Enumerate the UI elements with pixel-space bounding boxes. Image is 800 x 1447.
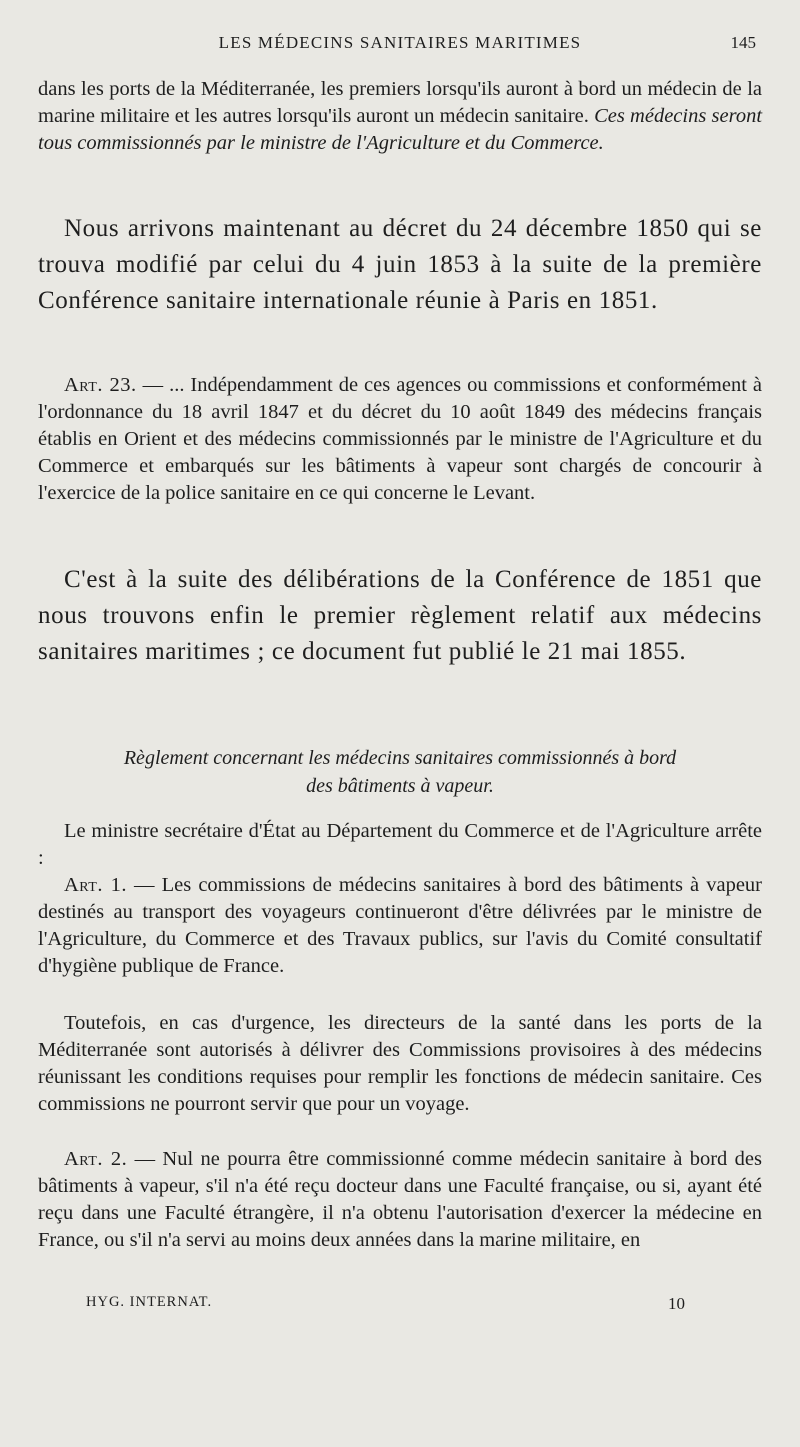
paragraph-ministre [38,818,762,872]
section-title [38,744,762,800]
signature-mark: HYG. INTERNAT. [86,1294,213,1310]
article-2 [38,1146,762,1254]
paragraph-decree-1850-text: Nous arrivons maintenant au décret du 24 décembre 1850 qui se trouva modifié par celui du 4 juin 1853 à la suite de la première Conférence sanitaire internationale réunie à Paris en 1851. [38,215,762,314]
article-23 [38,372,762,507]
paragraph-toutefois [38,1010,762,1118]
article-23-label: Art. 23. [64,374,137,396]
paragraph-conference-1851 [38,562,762,670]
section-title-line-1: Règlement concernant les médecins sanitaires commissionnés à bord [123,747,677,769]
paragraph-toutefois-text: Toutefois, en cas d'urgence, les directeurs de la santé dans les ports de la Méditerranée sont autorisés à délivrer des Commissions provisoires à des médecins réunissant les conditions requises pour remplir les fonctions de médecin sanitaire. Ces commissions ne pourront servir que pour un voyage. [38,1012,762,1115]
paragraph-conference-1851-text: C'est à la suite des délibérations de la Conférence de 1851 que nous trouvons enfin le premier règlement relatif aux médecins sanitaires maritimes ; ce document fut publié le 21 mai 1855. [38,566,762,665]
paragraph-continuation-italic: Ces médecins seront tous commissionnés par le ministre de l'Agriculture et du Commerce. [38,105,763,154]
article-2-label: Art. 2. [64,1148,128,1170]
sheet-number: 10 [668,1294,685,1313]
article-1-text: — Les commissions de médecins sanitaires à bord des bâtiments à vapeur destinés au transport des voyageurs continueront d'être délivrées par le ministre de l'Agriculture, du Commerce et des Travaux publics, sur l'avis du Comité consultatif d'hygiène publique de France. [38,874,762,977]
article-1-label: Art. 1. [64,874,127,896]
paragraph-continuation [38,76,762,157]
article-23-text: — ... Indépendamment de ces agences ou commissions et conformément à l'ordonnance du 18 avril 1847 et du décret du 10 août 1849 des médecins français établis en Orient et des médecins commissionnés par le ministre de l'Agriculture et du Commerce et embarqués sur les bâtiments à vapeur sont chargés de concourir à l'exercice de la police sanitaire en ce qui concerne le Levant. [38,374,762,504]
paragraph-ministre-text: Le ministre secrétaire d'État au Département du Commerce et de l'Agriculture arrête : [38,820,762,869]
paragraph-decree-1850 [38,211,762,319]
running-head [0,33,800,57]
paragraph-continuation-text: dans les ports de la Méditerranée, les premiers lorsqu'ils auront à bord un médecin de la marine militaire et les autres lorsqu'ils auront un médecin sanitaire. [38,78,762,127]
article-1 [38,872,762,980]
article-2-text: — Nul ne pourra être commissionné comme médecin sanitaire à bord des bâtiments à vapeur, s'il n'a été reçu docteur dans une Faculté française, ou si, ayant été reçu dans une Faculté étrangère, il n'a obtenu l'autorisation d'exercer la médecine en France, ou s'il n'a servi au moins deux années dans la marine militaire, en [38,1148,762,1251]
section-title-line-2: des bâtiments à vapeur. [306,775,494,797]
page-number: 145 [730,33,756,52]
running-title: LES MÉDECINS SANITAIRES MARITIMES [218,33,582,52]
